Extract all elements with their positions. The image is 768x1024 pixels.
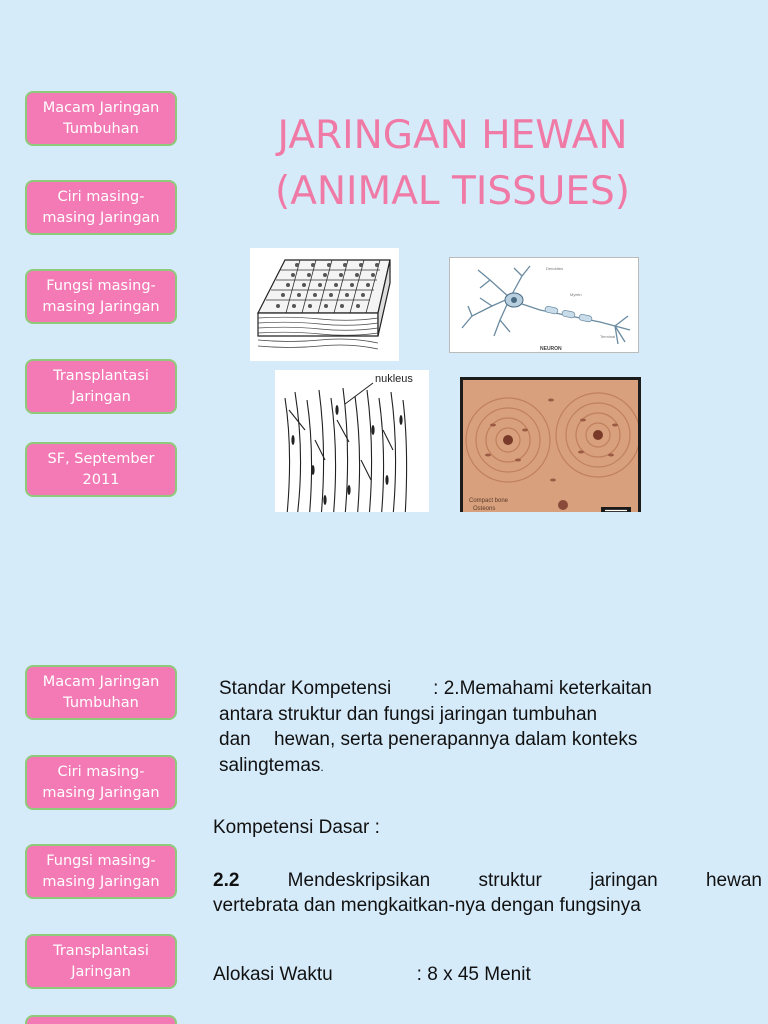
neuron-image <box>449 257 639 353</box>
standar-line1: 2.Memahami keterkaitan <box>443 678 652 699</box>
kompetensi-dasar-label: Kompetensi Dasar : <box>213 817 380 838</box>
standar-label: Standar Kompetensi <box>219 678 392 699</box>
standar-separator: : <box>433 678 439 699</box>
nav-button-transplantasi[interactable] <box>25 359 177 414</box>
nav-button-label: Fungsi masing- masing Jaringan <box>42 277 160 315</box>
muscle-label: nukleus <box>375 373 413 385</box>
kd-line2: vertebrata dan mengkaitkan-nya dengan fungsinya <box>213 895 641 916</box>
nav-button-fungsi-jaringan[interactable] <box>25 269 177 324</box>
nav-button-label: Ciri masing- masing Jaringan <box>42 763 160 801</box>
nav-button-label: Ciri masing- masing Jaringan <box>42 188 160 226</box>
alokasi-value: : 8 x 45 Menit <box>416 964 531 985</box>
nav-button-fungsi-jaringan[interactable] <box>25 844 177 899</box>
slide-2 <box>0 512 768 1024</box>
kompetensi-dasar-content <box>213 868 762 918</box>
svg-text:Terminal: Terminal <box>600 334 616 339</box>
nav-button-label: Macam Jaringan Tumbuhan <box>42 673 160 711</box>
alokasi-waktu <box>213 964 531 986</box>
kd-word: hewan <box>705 870 762 891</box>
page-title <box>200 108 705 220</box>
standar-line3-a: dan <box>219 729 251 750</box>
standar-line2: antara struktur dan fungsi jaringan tumbuhan <box>219 703 598 725</box>
nav-button-sf-september[interactable] <box>25 442 177 497</box>
nav-button-ciri-jaringan[interactable] <box>25 180 177 235</box>
standar-line4-end: . <box>320 759 324 774</box>
standar-line3-b: hewan, serta penerapannya dalam konteks <box>273 729 638 750</box>
neuron-label: NEURON <box>540 346 562 352</box>
nav-button-label: Transplantasi Jaringan <box>53 367 149 405</box>
bone-caption-1: Compact bone <box>469 498 509 504</box>
bone-tissue-image <box>460 377 641 512</box>
alokasi-label: Alokasi Waktu <box>213 964 333 985</box>
kd-word: struktur <box>478 870 542 891</box>
kd-number: 2.2 <box>213 870 240 891</box>
svg-text:Dendrites: Dendrites <box>546 266 564 271</box>
nav-button-label: Transplantasi Jaringan <box>53 942 149 980</box>
title-line-1: JARINGAN HEWAN <box>277 113 628 158</box>
nav-button-transplantasi[interactable] <box>25 934 177 989</box>
title-line-2: (ANIMAL TISSUES) <box>274 169 631 214</box>
muscle-tissue-image <box>275 370 429 512</box>
kd-word: jaringan <box>590 870 658 891</box>
kd-word: Mendeskripsikan <box>287 870 431 891</box>
bone-caption-2: Osteons <box>473 506 496 512</box>
nav-button-label: Macam Jaringan Tumbuhan <box>42 99 160 137</box>
nav-button-partial[interactable] <box>25 1015 177 1024</box>
standar-line4: salingtemas <box>219 754 321 776</box>
nav-button-label: SF, September 2011 <box>47 450 155 488</box>
nav-button-macam-jaringan[interactable] <box>25 91 177 146</box>
nav-button-macam-jaringan[interactable] <box>25 665 177 720</box>
epithelial-tissue-image <box>250 248 399 361</box>
nav-button-ciri-jaringan[interactable] <box>25 755 177 810</box>
standar-kompetensi <box>219 676 699 780</box>
nav-button-label: Fungsi masing- masing Jaringan <box>42 852 160 890</box>
svg-text:Myelin: Myelin <box>570 292 582 297</box>
